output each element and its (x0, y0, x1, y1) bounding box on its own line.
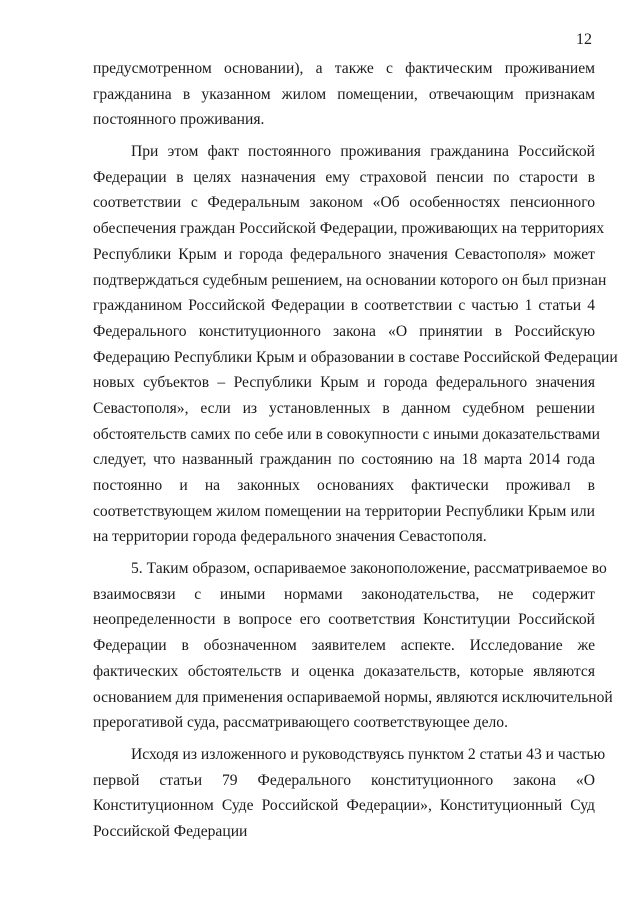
page-number: 12 (576, 31, 592, 48)
text-line: обстоятельств самих по себе или в совокупности с иными доказательствами (93, 425, 600, 443)
text-line: предусмотренном основании), а также с фактическим проживанием (93, 60, 595, 77)
text-line: прерогативой суда, рассматривающего соответствующее дело. (93, 714, 508, 732)
paragraph-resolution-intro (93, 742, 606, 845)
text-line: Федерации в обозначенном заявителем аспекте. Исследование же (93, 637, 595, 655)
text-line: Исходя из изложенного и руководствуясь пунктом 2 статьи 43 и частью (131, 745, 606, 763)
text-line: новых субъектов – Республики Крым и города федерального значения (93, 374, 595, 392)
text-line: неопределенности в вопросе его соответствия Конституции Российской (93, 611, 595, 629)
text-line: гражданина в указанном жилом помещении, отвечающим признакам (93, 85, 595, 103)
text-line: основанием для применения оспариваемой нормы, являются исключительной (93, 688, 613, 706)
paragraph-continuation (93, 56, 595, 133)
text-line: постоянно и на законных основаниях фактически проживал в (93, 477, 595, 494)
text-line: Российской Федерации (93, 822, 248, 840)
text-line: подтверждаться судебным решением, на основании которого он был признан (93, 271, 607, 289)
text-line: следует, что названный гражданин по состоянию на 18 марта 2014 года (93, 451, 595, 469)
text-line: гражданином Российской Федерации в соответствии с частью 1 статьи 4 (93, 297, 595, 315)
text-line: первой статьи 79 Федерального конституционного закона «О (93, 771, 595, 789)
text-line: постоянного проживания. (93, 111, 265, 129)
text-line: взаимосвязи с иными нормами законодательства, не содержит (93, 585, 595, 603)
text-line: фактических обстоятельств и оценка доказательств, которые являются (93, 662, 595, 680)
paragraph-residence-fact (93, 139, 618, 550)
text-line: соответствии с Федеральным законом «Об особенностях пенсионного (93, 194, 595, 212)
text-line: на территории города федерального значения Севастополя. (93, 528, 487, 546)
text-line: Федерального конституционного закона «О принятии в Российскую (93, 322, 595, 340)
text-line: Севастополя», если из установленных в данном судебном решении (93, 399, 595, 417)
text-line: Конституционном Суде Российской Федерации», Конституционный Суд (93, 797, 595, 815)
text-line: соответствующем жилом помещении на территории Республики Крым или (93, 502, 595, 520)
text-line: обеспечения граждан Российской Федерации, проживающих на территориях (93, 220, 605, 238)
text-line: Республики Крым и города федерального значения Севастополя» может (93, 245, 595, 263)
text-line: Федерации в целях назначения ему страховой пенсии по старости в (93, 168, 595, 186)
document-body (93, 56, 618, 851)
text-line: 5. Таким образом, оспариваемое законоположение, рассматриваемое во (131, 560, 607, 578)
paragraph-conclusion-5 (93, 556, 613, 736)
text-line: Федерацию Республики Крым и образовании в составе Российской Федерации (93, 348, 618, 366)
text-line: При этом факт постоянного проживания гражданина Российской (131, 143, 595, 161)
